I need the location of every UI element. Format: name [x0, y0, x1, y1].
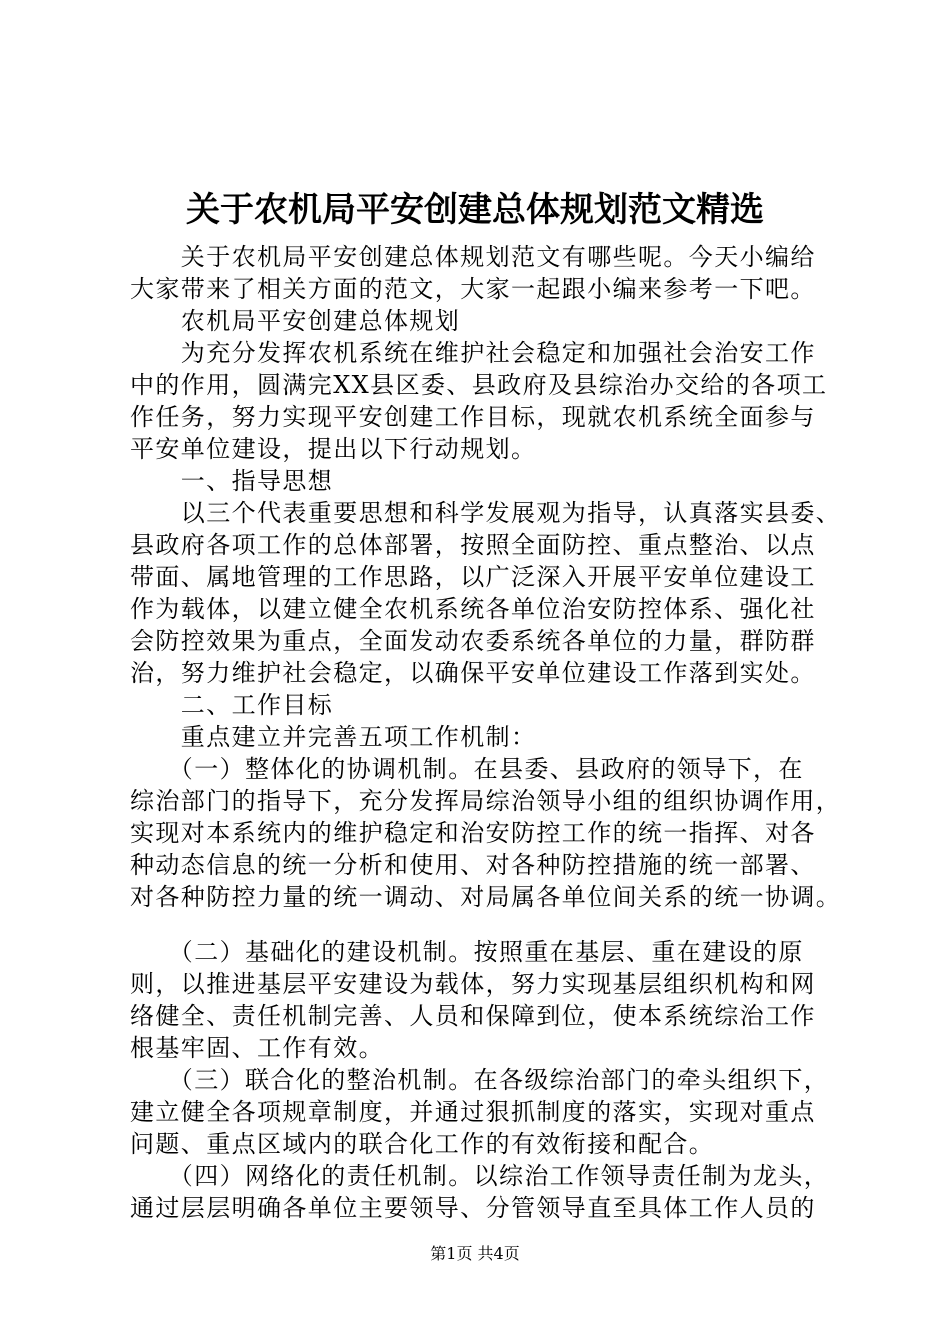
body-line: 中的作用，圆满完XX县区委、县政府及县综治办交给的各项工 — [130, 371, 828, 399]
body-line: 问题、重点区域内的联合化工作的有效衔接和配合。 — [130, 1130, 715, 1158]
page-footer: 第1页 共4页 — [430, 1244, 520, 1263]
body-line: 络健全、责任机制完善、人员和保障到位，使本系统综治工作 — [130, 1002, 816, 1030]
body-line: 重点建立并完善五项工作机制： — [130, 723, 537, 751]
body-line: 县政府各项工作的总体部署，按照全面防控、重点整治、以点 — [130, 531, 816, 559]
body-line: 则，以推进基层平安建设为载体，努力实现基层组织机构和网 — [130, 970, 816, 998]
body-line: （一）整体化的协调机制。在县委、县政府的领导下，在 — [130, 755, 804, 783]
body-line: （三）联合化的整治机制。在各级综治部门的牵头组织下， — [130, 1066, 830, 1094]
body-line: 大家带来了相关方面的范文，大家一起跟小编来参考一下吧。 — [130, 275, 816, 303]
body-line: 作为载体，以建立健全农机系统各单位治安防控体系、强化社 — [130, 595, 816, 623]
document-title: 关于农机局平安创建总体规划范文精选 — [186, 190, 764, 230]
body-line: 带面、属地管理的工作思路，以广泛深入开展平安单位建设工 — [130, 563, 816, 591]
body-line: 根基牢固、工作有效。 — [130, 1034, 384, 1062]
body-line: 种动态信息的统一分析和使用、对各种防控措施的统一部署、 — [130, 851, 816, 879]
body-line: 为充分发挥农机系统在维护社会稳定和加强社会治安工作 — [130, 339, 816, 367]
body-line: 综治部门的指导下，充分发挥局综治领导小组的组织协调作用， — [130, 787, 842, 815]
body-line: 以三个代表重要思想和科学发展观为指导，认真落实县委、 — [130, 499, 842, 527]
section-heading: 农机局平安创建总体规划 — [130, 307, 461, 335]
body-line: 治，努力维护社会稳定，以确保平安单位建设工作落到实处。 — [130, 659, 816, 687]
body-line: 实现对本系统内的维护稳定和治安防控工作的统一指挥、对各 — [130, 819, 816, 847]
body-line: 关于农机局平安创建总体规划范文有哪些呢。今天小编给 — [130, 243, 816, 271]
body-line: 会防控效果为重点，全面发动农委系统各单位的力量，群防群 — [130, 627, 816, 655]
body-line: （二）基础化的建设机制。按照重在基层、重在建设的原 — [130, 938, 804, 966]
body-line: 通过层层明确各单位主要领导、分管领导直至具体工作人员的 — [130, 1194, 816, 1222]
body-line: 作任务，努力实现平安创建工作目标，现就农机系统全面参与 — [130, 403, 816, 431]
body-line: （四）网络化的责任机制。以综治工作领导责任制为龙头， — [130, 1162, 830, 1190]
body-line: 平安单位建设，提出以下行动规划。 — [130, 435, 537, 463]
section-heading: 一、指导思想 — [130, 467, 334, 495]
body-line: 建立健全各项规章制度，并通过狠抓制度的落实，实现对重点 — [130, 1098, 816, 1126]
body-line: 对各种防控力量的统一调动、对局属各单位间关系的统一协调。 — [130, 883, 842, 911]
section-heading: 二、工作目标 — [130, 691, 334, 719]
